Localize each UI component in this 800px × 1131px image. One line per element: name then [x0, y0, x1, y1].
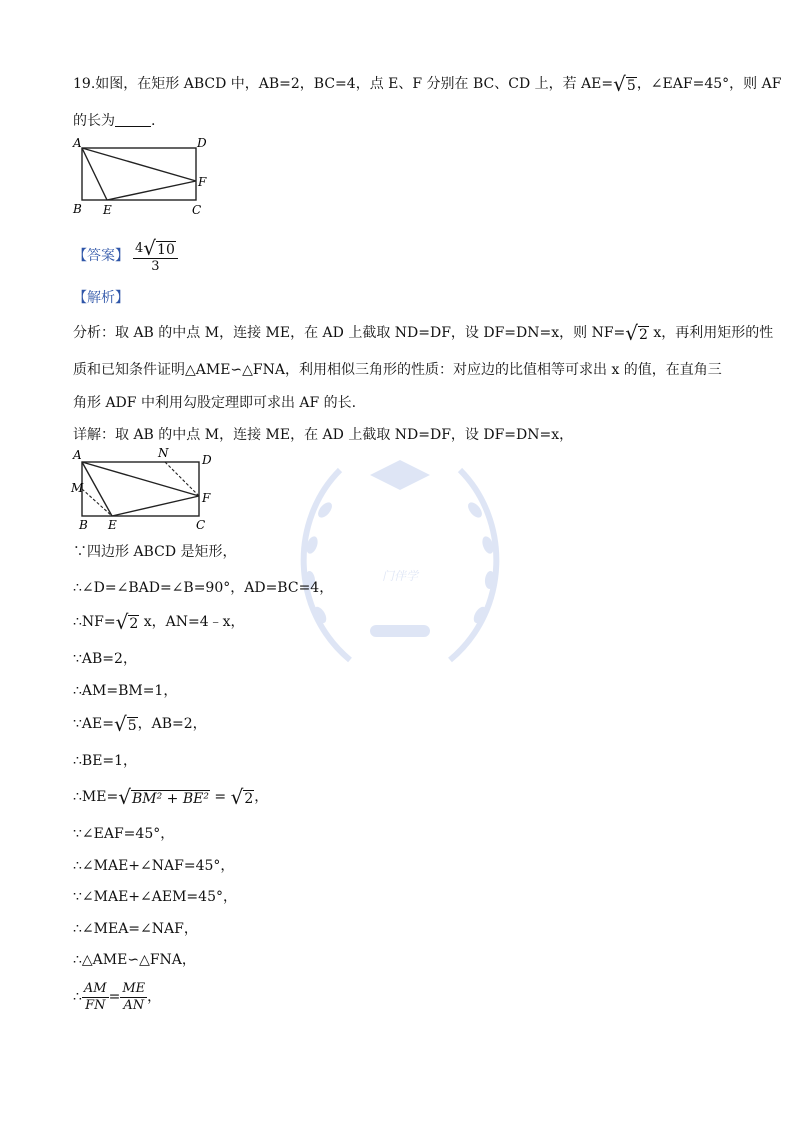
question-prompt: 的长为	[73, 113, 115, 129]
answer-label: 【答案】	[73, 248, 129, 264]
sqrt-5: √ 5	[613, 72, 636, 96]
step-1: ∵四边形 ABCD 是矩形，	[73, 544, 237, 560]
label-e: E	[103, 203, 112, 217]
label-b: B	[79, 518, 88, 532]
analysis-label: 【解析】	[73, 290, 129, 306]
label-a: A	[73, 448, 82, 462]
period: .	[151, 113, 156, 129]
label-c: C	[192, 203, 202, 217]
label-n: N	[158, 446, 169, 460]
label-f: F	[198, 175, 207, 189]
answer-blank	[115, 126, 151, 127]
step-3: ∴NF= √ 2 x，AN=4﹣x，	[73, 610, 245, 634]
analysis-p3: 角形 ADF 中利用勾股定理即可求出 AF 的长.	[73, 395, 357, 411]
step-13: ∴△AME∽△FNA，	[73, 952, 196, 968]
label-b: B	[73, 202, 82, 216]
watermark-text: 门伴学	[381, 569, 419, 583]
label-d: D	[197, 136, 207, 150]
step-10: ∴∠MAE+∠NAF=45°，	[73, 858, 235, 874]
step-4: ∵AB=2，	[73, 651, 137, 667]
label-c: C	[196, 518, 206, 532]
step-7: ∴BE=1，	[73, 753, 138, 769]
answer-fraction: 4 √ 10 3	[133, 238, 178, 275]
question-line-2	[73, 111, 155, 131]
step-2: ∴∠D=∠BAD=∠B=90°，AD=BC=4，	[73, 580, 334, 596]
label-m: M	[71, 481, 84, 495]
label-f: F	[202, 491, 211, 505]
step-6: ∵AE= √ 5 ，AB=2，	[73, 712, 207, 736]
step-5: ∴AM=BM=1，	[73, 683, 178, 699]
answer-row	[73, 236, 178, 276]
label-d: D	[202, 453, 212, 467]
analysis-p2: 质和已知条件证明△AME∽△FNA，利用相似三角形的性质：对应边的比值相等可求出 x 的值，在直角三	[73, 362, 722, 378]
step-11: ∵∠MAE+∠AEM=45°，	[73, 889, 237, 905]
figure-rectangle-abcd	[70, 134, 220, 218]
label-e: E	[108, 518, 117, 532]
step-12: ∴∠MEA=∠NAF，	[73, 921, 198, 937]
detail-intro: 详解：取 AB 的中点 M，连接 ME，在 AD 上截取 ND=DF，设 DF=DN=x，	[73, 427, 574, 443]
label-a: A	[73, 136, 82, 150]
question-text: 19.如图，在矩形 ABCD 中，AB=2，BC=4，点 E、F 分别在 BC、CD 上，若 AE=	[73, 76, 614, 92]
question-text-cont: ，∠EAF=45°，则 AF	[636, 76, 782, 92]
figure-rectangle-with-mn	[70, 446, 220, 532]
step-8: ∴ME= √ BM² + BE² = √ 2 ，	[73, 785, 269, 809]
step-9: ∵∠EAF=45°，	[73, 826, 175, 842]
question-line-1	[73, 74, 781, 94]
step-14: ∴ $\frac{AM}{FN}$ = $\frac{ME}{AN}$ ，	[73, 980, 162, 1013]
analysis-p1: 分析：取 AB 的中点 M，连接 ME，在 AD 上截取 ND=DF，设 DF=DN=x，则 NF= √ 2 x，再利用矩形的性	[73, 321, 774, 345]
watermark-logo	[280, 440, 520, 690]
